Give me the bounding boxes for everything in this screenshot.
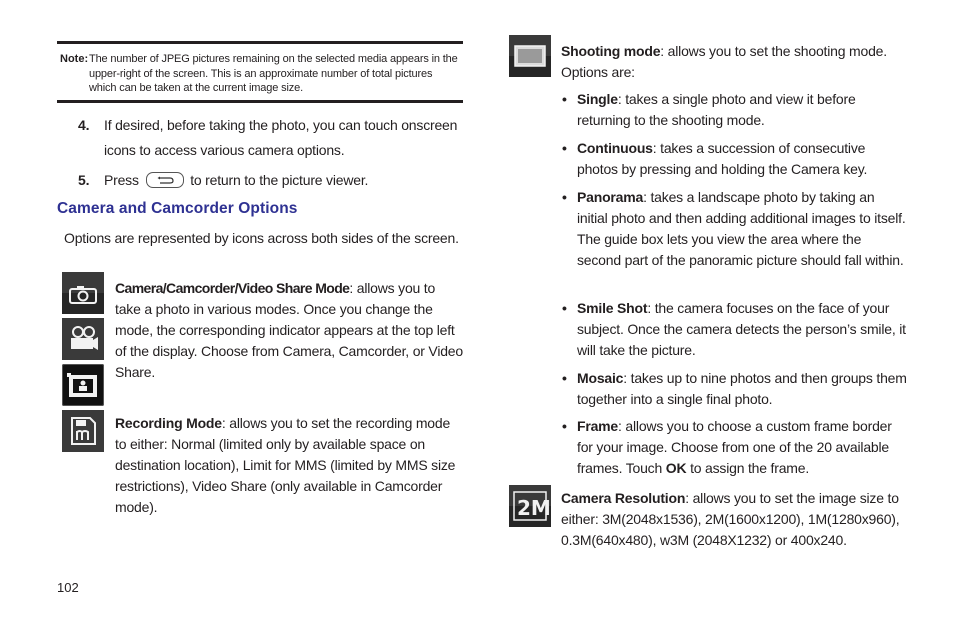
shooting-mode-term: Shooting mode	[561, 43, 661, 59]
camcorder-icon	[62, 318, 104, 360]
camera-resolution-term: Camera Resolution	[561, 490, 686, 506]
bullet-dot: •	[562, 140, 567, 156]
page-number: 102	[57, 580, 79, 595]
bullet-dot: •	[562, 370, 567, 386]
mode-option	[115, 278, 463, 383]
step-4-number: 4.	[78, 117, 90, 133]
note-box	[57, 41, 463, 103]
note-label: Note:	[60, 53, 89, 65]
bullet-dot: •	[562, 91, 567, 107]
shooting-mode-option	[561, 41, 906, 83]
resolution-icon-label: 2M	[517, 496, 551, 520]
note-text: The number of JPEG pictures remaining on the selected media appears in the upper-right of the screen. This is an approximate number of total pictures which can be taken at the current image size.	[89, 53, 458, 94]
step-5-text: Press to return to the picture viewer.	[104, 172, 369, 188]
intro-text: Options are represented by icons across both sides of the screen.	[64, 230, 459, 246]
camera-resolution-option	[561, 488, 906, 551]
shooting-mode-desc: : allows you to set the shooting mode. Options are:	[561, 43, 887, 80]
recording-mode-term: Recording Mode	[115, 415, 222, 431]
step-5-number: 5.	[78, 172, 90, 188]
resolution-2m-icon	[509, 485, 551, 527]
recording-mode-desc: : allows you to set the recording mode to either: Normal (limited only by available space on destination location), Limit for MMS (limited by MMS size restrictions), Video Share (only available in Camcorder mode).	[115, 415, 456, 515]
recording-mode-option	[115, 413, 463, 518]
shooting-mode-icon	[509, 35, 551, 77]
recording-mode-icon	[62, 410, 104, 452]
mode-option-desc: : allows you to take a photo in various modes. Once you change the mode, the corresponding indicator appears at the top left of the display. Choose from Camera, Camcorder, or Video Share.	[115, 280, 463, 380]
step-4-line1: If desired, before taking the photo, you can touch onscreen	[104, 117, 458, 133]
section-heading: Camera and Camcorder Options	[57, 200, 298, 217]
bullet-dot: •	[562, 418, 567, 434]
bullet-dot: •	[562, 189, 567, 205]
step-4-line2: icons to access various camera options.	[104, 142, 345, 158]
camera-resolution-desc: : allows you to set the image size to either: 3M(2048x1536), 2M(1600x1200), 1M(1280x960), 0.3M(640x480), w3M (2048X1232) or 400x240.	[561, 490, 900, 548]
video-share-icon	[62, 364, 104, 406]
back-key-icon	[146, 172, 184, 188]
camera-icon	[62, 272, 104, 314]
bullet-dot: •	[562, 300, 567, 316]
mode-option-term: Camera/Camcorder/Video Share Mode	[115, 280, 350, 296]
